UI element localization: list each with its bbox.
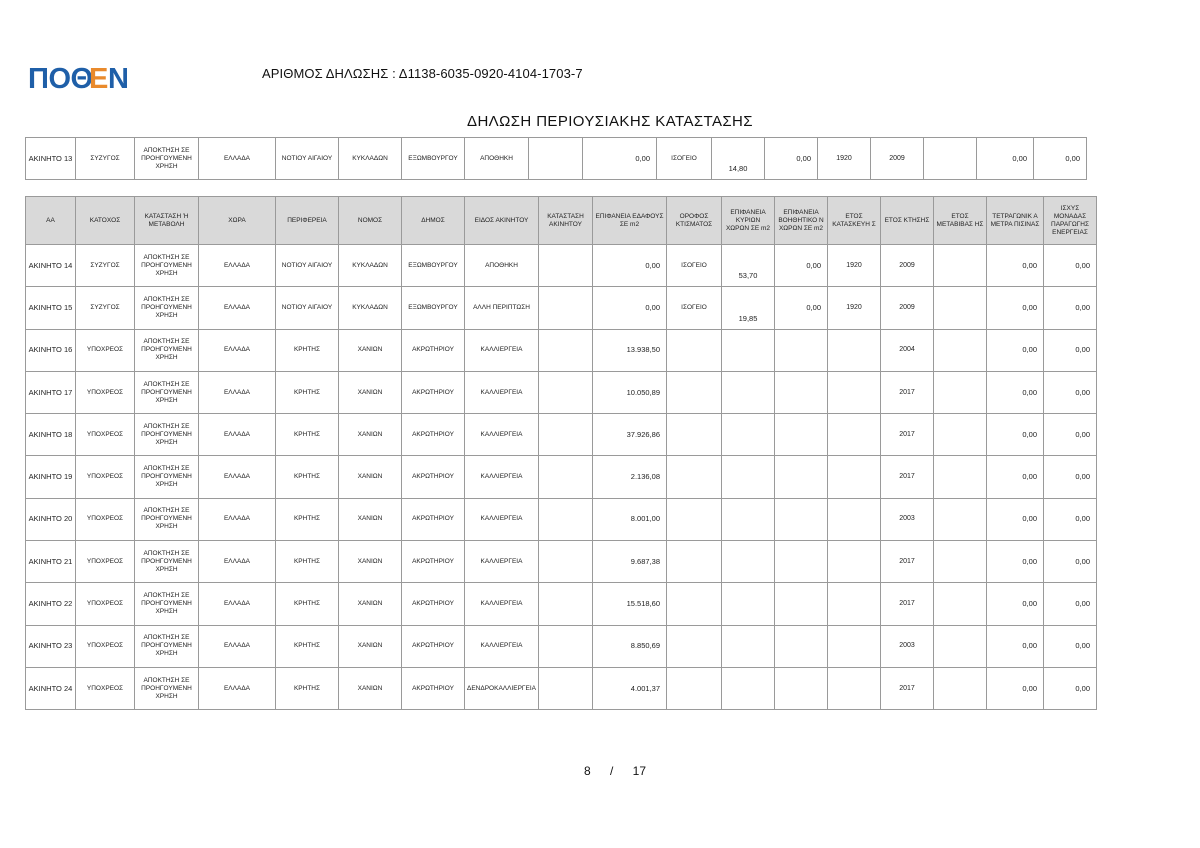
svg-text:Ν: Ν (108, 63, 129, 92)
column-header: ΚΑΤΑΣΤΑΣΗ ΑΚΙΝΗΤΟΥ (539, 197, 593, 245)
table-cell: 37.926,86 (593, 414, 667, 456)
table-cell: 8.850,69 (593, 625, 667, 667)
table-cell: ΑΚΙΝΗΤΟ 24 (26, 667, 76, 709)
table-cell (934, 245, 987, 287)
table-cell: 0,00 (987, 625, 1044, 667)
table-cell: ΑΚΙΝΗΤΟ 14 (26, 245, 76, 287)
table-cell (722, 625, 775, 667)
table-cell (934, 329, 987, 371)
table-cell (828, 498, 881, 540)
table-cell: ΔΕΝΔΡΟΚΑΛΛΙΕΡΓΕΙΑ (465, 667, 539, 709)
table-cell: ΑΛΛΗ ΠΕΡΙΠΤΩΣΗ (465, 287, 539, 329)
table-cell: ΥΠΟΧΡΕΟΣ (76, 625, 135, 667)
table-cell: ΕΛΛΑΔΑ (199, 414, 276, 456)
table-cell (934, 667, 987, 709)
table-cell: ΥΠΟΧΡΕΟΣ (76, 498, 135, 540)
table-cell: ΕΛΛΑΔΑ (199, 541, 276, 583)
table-cell (775, 414, 828, 456)
column-header: ΟΡΟΦΟΣ ΚΤΙΣΜΑΤΟΣ (667, 197, 722, 245)
table-cell: 0,00 (593, 287, 667, 329)
table-cell (722, 414, 775, 456)
table-cell: 2003 (881, 625, 934, 667)
table-cell: 2004 (881, 329, 934, 371)
table-cell: ΚΡΗΤΗΣ (276, 414, 339, 456)
table-cell (775, 583, 828, 625)
table-cell (934, 625, 987, 667)
table-cell: ΚΑΛΛΙΕΡΓΕΙΑ (465, 414, 539, 456)
table-cell: 0,00 (977, 138, 1034, 180)
column-header: ΧΩΡΑ (199, 197, 276, 245)
pagination (0, 764, 1200, 778)
table-cell: ΑΚΙΝΗΤΟ 17 (26, 371, 76, 413)
table-cell (828, 456, 881, 498)
table-cell: ΕΛΛΑΔΑ (199, 498, 276, 540)
property-table (25, 196, 1097, 710)
column-header: ΠΕΡΙΦΕΡΕΙΑ (276, 197, 339, 245)
table-cell (934, 456, 987, 498)
table-cell: ΑΠΟΚΤΗΣΗ ΣΕ ΠΡΟΗΓΟΥΜΕΝΗ ΧΡΗΣΗ (135, 541, 199, 583)
table-cell: 2017 (881, 371, 934, 413)
table-row (26, 625, 1097, 667)
table-cell (828, 541, 881, 583)
table-cell: 0,00 (987, 329, 1044, 371)
table-cell: ΕΛΛΑΔΑ (199, 625, 276, 667)
table-cell: 2017 (881, 583, 934, 625)
table-cell (934, 541, 987, 583)
table-cell: ΑΚΙΝΗΤΟ 23 (26, 625, 76, 667)
table-cell: ΑΚΡΩΤΗΡΙΟΥ (402, 625, 465, 667)
column-header: ΚΑΤΟΧΟΣ (76, 197, 135, 245)
property-table-continued (25, 137, 1087, 180)
table-cell: 0,00 (1044, 329, 1097, 371)
table-cell (667, 329, 722, 371)
table-cell: 9.687,38 (593, 541, 667, 583)
table-cell: 0,00 (1044, 371, 1097, 413)
table-cell (667, 414, 722, 456)
table-cell: ΑΠΟΚΤΗΣΗ ΣΕ ΠΡΟΗΓΟΥΜΕΝΗ ΧΡΗΣΗ (135, 414, 199, 456)
table-cell: ΕΛΛΑΔΑ (199, 138, 276, 180)
table-cell: 0,00 (775, 245, 828, 287)
table-cell: ΧΑΝΙΩΝ (339, 583, 402, 625)
table-cell: ΚΡΗΤΗΣ (276, 456, 339, 498)
table-cell (934, 414, 987, 456)
table-cell: ΚΑΛΛΙΕΡΓΕΙΑ (465, 541, 539, 583)
table-cell: 0,00 (1044, 498, 1097, 540)
table-cell (667, 625, 722, 667)
table-cell: 0,00 (1044, 625, 1097, 667)
table-cell (539, 583, 593, 625)
table-cell: ΑΠΟΚΤΗΣΗ ΣΕ ΠΡΟΗΓΟΥΜΕΝΗ ΧΡΗΣΗ (135, 371, 199, 413)
table-cell: ΙΣΟΓΕΙΟ (657, 138, 712, 180)
column-header: ΙΣΧΥΣ ΜΟΝΑΔΑΣ ΠΑΡΑΓΩΓΗΣ ΕΝΕΡΓΕΙΑΣ (1044, 197, 1097, 245)
table-cell: ΥΠΟΧΡΕΟΣ (76, 667, 135, 709)
table-cell (539, 245, 593, 287)
table-cell: ΑΚΙΝΗΤΟ 16 (26, 329, 76, 371)
table-cell: 0,00 (1044, 414, 1097, 456)
table-cell: ΑΠΟΚΤΗΣΗ ΣΕ ΠΡΟΗΓΟΥΜΕΝΗ ΧΡΗΣΗ (135, 498, 199, 540)
table-cell: ΚΡΗΤΗΣ (276, 371, 339, 413)
table-cell: 2003 (881, 498, 934, 540)
table-row (26, 287, 1097, 329)
table-cell: ΑΚΙΝΗΤΟ 15 (26, 287, 76, 329)
table-cell: ΧΑΝΙΩΝ (339, 329, 402, 371)
table-cell (539, 498, 593, 540)
table-cell (828, 583, 881, 625)
table-row (26, 498, 1097, 540)
table-cell (775, 667, 828, 709)
table-cell: ΧΑΝΙΩΝ (339, 371, 402, 413)
table-cell: ΧΑΝΙΩΝ (339, 541, 402, 583)
table-cell (775, 456, 828, 498)
table-cell: ΑΚΙΝΗΤΟ 13 (26, 138, 76, 180)
table-cell (667, 541, 722, 583)
table-cell: ΚΑΛΛΙΕΡΓΕΙΑ (465, 456, 539, 498)
table-cell: ΑΚΙΝΗΤΟ 18 (26, 414, 76, 456)
page-title: ΔΗΛΩΣΗ ΠΕΡΙΟΥΣΙΑΚΗΣ ΚΑΤΑΣΤΑΣΗΣ (467, 113, 753, 130)
table-header-row (26, 197, 1097, 245)
table-cell: ΑΚΙΝΗΤΟ 20 (26, 498, 76, 540)
column-header: ΕΠΙΦΑΝΕΙΑ ΕΔΑΦΟΥΣ ΣΕ m2 (593, 197, 667, 245)
table-cell: ΚΑΛΛΙΕΡΓΕΙΑ (465, 498, 539, 540)
table-cell: ΚΡΗΤΗΣ (276, 625, 339, 667)
table-cell: 0,00 (583, 138, 657, 180)
table-cell (539, 456, 593, 498)
table-row (26, 456, 1097, 498)
table-cell (934, 583, 987, 625)
table-cell: ΚΡΗΤΗΣ (276, 541, 339, 583)
table-cell: 0,00 (1044, 245, 1097, 287)
table-cell: 1920 (828, 287, 881, 329)
table-cell: ΥΠΟΧΡΕΟΣ (76, 583, 135, 625)
table-cell: ΣΥΖΥΓΟΣ (76, 287, 135, 329)
table-cell: 1920 (818, 138, 871, 180)
table-cell: ΝΟΤΙΟΥ ΑΙΓΑΙΟΥ (276, 287, 339, 329)
page-separator: / (609, 764, 614, 778)
table-cell: 53,70 (722, 245, 775, 287)
table-cell: ΑΚΡΩΤΗΡΙΟΥ (402, 498, 465, 540)
column-header: ΤΕΤΡΑΓΩΝΙΚ Α ΜΕΤΡΑ ΠΙΣΙΝΑΣ (987, 197, 1044, 245)
table-cell: 0,00 (987, 541, 1044, 583)
table-row (26, 138, 1087, 180)
table-cell (934, 287, 987, 329)
table-cell: ΥΠΟΧΡΕΟΣ (76, 329, 135, 371)
declaration-number: ΑΡΙΘΜΟΣ ΔΗΛΩΣΗΣ : Δ1138-6035-0920-4104-1703-7 (262, 66, 583, 81)
table-cell (775, 371, 828, 413)
table-cell: ΑΠΟΚΤΗΣΗ ΣΕ ΠΡΟΗΓΟΥΜΕΝΗ ΧΡΗΣΗ (135, 667, 199, 709)
table-cell: ΕΛΛΑΔΑ (199, 583, 276, 625)
table-cell: ΑΠΟΚΤΗΣΗ ΣΕ ΠΡΟΗΓΟΥΜΕΝΗ ΧΡΗΣΗ (135, 245, 199, 287)
total-pages: 17 (632, 764, 647, 778)
table-cell (775, 625, 828, 667)
column-header: ΕΠΙΦΑΝΕΙΑ ΒΟΗΘΗΤΙΚΟ Ν ΧΩΡΩΝ ΣΕ m2 (775, 197, 828, 245)
table-cell: ΚΡΗΤΗΣ (276, 583, 339, 625)
table-cell: ΚΡΗΤΗΣ (276, 498, 339, 540)
table-cell: 13.938,50 (593, 329, 667, 371)
table-cell (828, 667, 881, 709)
table-cell (667, 371, 722, 413)
table-cell (828, 329, 881, 371)
table-cell: 15.518,60 (593, 583, 667, 625)
table-cell: 1920 (828, 245, 881, 287)
table-cell (934, 371, 987, 413)
table-row (26, 245, 1097, 287)
svg-text:ΠΟΘ: ΠΟΘ (28, 63, 93, 92)
table-cell: ΑΠΟΚΤΗΣΗ ΣΕ ΠΡΟΗΓΟΥΜΕΝΗ ΧΡΗΣΗ (135, 287, 199, 329)
table-cell: ΥΠΟΧΡΕΟΣ (76, 371, 135, 413)
table-cell: ΥΠΟΧΡΕΟΣ (76, 541, 135, 583)
column-header: ΚΑΤΑΣΤΑΣΗ Ή ΜΕΤΑΒΟΛΗ (135, 197, 199, 245)
table-cell: ΚΥΚΛΑΔΩΝ (339, 138, 402, 180)
table-cell: 0,00 (1044, 287, 1097, 329)
table-cell: ΑΚΡΩΤΗΡΙΟΥ (402, 667, 465, 709)
table-cell: ΕΞΩΜΒΟΥΡΓΟΥ (402, 287, 465, 329)
table-cell: 0,00 (1044, 583, 1097, 625)
table-cell: ΑΠΟΚΤΗΣΗ ΣΕ ΠΡΟΗΓΟΥΜΕΝΗ ΧΡΗΣΗ (135, 329, 199, 371)
table-cell: 2009 (881, 287, 934, 329)
table-cell: ΑΠΟΚΤΗΣΗ ΣΕ ΠΡΟΗΓΟΥΜΕΝΗ ΧΡΗΣΗ (135, 583, 199, 625)
table-cell (529, 138, 583, 180)
table-cell: ΑΚΡΩΤΗΡΙΟΥ (402, 371, 465, 413)
table-cell: 0,00 (987, 287, 1044, 329)
table-cell: 0,00 (987, 371, 1044, 413)
svg-text:Ε: Ε (89, 63, 109, 92)
table-row (26, 329, 1097, 371)
column-header: ΑΑ (26, 197, 76, 245)
table-cell: 0,00 (1044, 667, 1097, 709)
table-cell: 2017 (881, 456, 934, 498)
table-cell: ΕΛΛΑΔΑ (199, 287, 276, 329)
table-row (26, 414, 1097, 456)
column-header: ΕΠΙΦΑΝΕΙΑ ΚΥΡΙΩΝ ΧΩΡΩΝ ΣΕ m2 (722, 197, 775, 245)
column-header: ΕΙΔΟΣ ΑΚΙΝΗΤΟΥ (465, 197, 539, 245)
table-cell: ΕΛΛΑΔΑ (199, 245, 276, 287)
table-cell: 0,00 (987, 414, 1044, 456)
table-cell: ΑΚΙΝΗΤΟ 19 (26, 456, 76, 498)
table-cell (667, 498, 722, 540)
table-cell: 0,00 (987, 245, 1044, 287)
table-cell (539, 287, 593, 329)
table-cell (775, 498, 828, 540)
table-cell: ΑΠΟΘΗΚΗ (465, 245, 539, 287)
current-page: 8 (583, 764, 591, 778)
table-row (26, 583, 1097, 625)
table-cell (539, 541, 593, 583)
table-cell: 14,80 (712, 138, 765, 180)
table-cell (722, 329, 775, 371)
table-cell (828, 414, 881, 456)
table-cell: 19,85 (722, 287, 775, 329)
table-cell (934, 498, 987, 540)
table-cell: ΕΞΩΜΒΟΥΡΓΟΥ (402, 138, 465, 180)
table-cell: ΙΣΟΓΕΙΟ (667, 245, 722, 287)
table-cell (539, 329, 593, 371)
table-cell: 0,00 (775, 287, 828, 329)
table-cell: ΚΑΛΛΙΕΡΓΕΙΑ (465, 329, 539, 371)
table-cell: ΧΑΝΙΩΝ (339, 667, 402, 709)
table-cell: 0,00 (1044, 541, 1097, 583)
table-cell: 4.001,37 (593, 667, 667, 709)
table-cell: ΕΛΛΑΔΑ (199, 329, 276, 371)
table-cell: ΕΞΩΜΒΟΥΡΓΟΥ (402, 245, 465, 287)
table-cell (539, 667, 593, 709)
table-cell: 0,00 (1034, 138, 1087, 180)
table-cell: ΣΥΖΥΓΟΣ (76, 138, 135, 180)
table-cell: 0,00 (1044, 456, 1097, 498)
table-cell: ΑΠΟΘΗΚΗ (465, 138, 529, 180)
table-cell: 0,00 (987, 583, 1044, 625)
table-cell: ΑΚΡΩΤΗΡΙΟΥ (402, 541, 465, 583)
table-cell: ΧΑΝΙΩΝ (339, 498, 402, 540)
table-cell (667, 583, 722, 625)
table-cell: ΚΑΛΛΙΕΡΓΕΙΑ (465, 625, 539, 667)
table-cell: 2009 (871, 138, 924, 180)
table-cell (775, 541, 828, 583)
table-cell: 0,00 (765, 138, 818, 180)
table-cell: ΚΡΗΤΗΣ (276, 329, 339, 371)
table-cell (775, 329, 828, 371)
table-cell: ΧΑΝΙΩΝ (339, 456, 402, 498)
table-cell: ΕΛΛΑΔΑ (199, 456, 276, 498)
table-cell: ΚΑΛΛΙΕΡΓΕΙΑ (465, 371, 539, 413)
table-cell (539, 414, 593, 456)
table-cell: ΧΑΝΙΩΝ (339, 414, 402, 456)
column-header: ΕΤΟΣ ΜΕΤΑΒΙΒΑΣ ΗΣ (934, 197, 987, 245)
table-cell: 8.001,00 (593, 498, 667, 540)
table-row (26, 667, 1097, 709)
table-cell (539, 625, 593, 667)
table-cell: 0,00 (987, 667, 1044, 709)
table-cell (828, 625, 881, 667)
table-cell (667, 456, 722, 498)
table-cell (667, 667, 722, 709)
table-cell: ΕΛΛΑΔΑ (199, 371, 276, 413)
table-cell: ΚΡΗΤΗΣ (276, 667, 339, 709)
table-row (26, 371, 1097, 413)
table-cell: 0,00 (987, 456, 1044, 498)
table-cell: 2009 (881, 245, 934, 287)
table-cell: ΝΟΤΙΟΥ ΑΙΓΑΙΟΥ (276, 245, 339, 287)
table-cell: ΑΚΡΩΤΗΡΙΟΥ (402, 414, 465, 456)
table-cell (539, 371, 593, 413)
table-cell: ΝΟΤΙΟΥ ΑΙΓΑΙΟΥ (276, 138, 339, 180)
table-cell (722, 667, 775, 709)
table-cell (722, 541, 775, 583)
table-cell (722, 456, 775, 498)
table-cell: ΑΚΡΩΤΗΡΙΟΥ (402, 583, 465, 625)
table-cell (722, 371, 775, 413)
column-header: ΔΗΜΟΣ (402, 197, 465, 245)
table-cell: ΑΚΡΩΤΗΡΙΟΥ (402, 456, 465, 498)
table-cell: 2017 (881, 667, 934, 709)
table-cell: ΚΥΚΛΑΔΩΝ (339, 287, 402, 329)
table-cell: 0,00 (987, 498, 1044, 540)
table-cell: ΑΚΙΝΗΤΟ 21 (26, 541, 76, 583)
table-cell: ΑΚΙΝΗΤΟ 22 (26, 583, 76, 625)
table-cell: 10.050,89 (593, 371, 667, 413)
table-cell (722, 498, 775, 540)
table-cell (722, 583, 775, 625)
column-header: ΕΤΟΣ ΚΤΗΣΗΣ (881, 197, 934, 245)
column-header: ΝΟΜΟΣ (339, 197, 402, 245)
table-cell: ΑΠΟΚΤΗΣΗ ΣΕ ΠΡΟΗΓΟΥΜΕΝΗ ΧΡΗΣΗ (135, 625, 199, 667)
table-cell: ΑΠΟΚΤΗΣΗ ΣΕ ΠΡΟΗΓΟΥΜΕΝΗ ΧΡΗΣΗ (135, 456, 199, 498)
table-cell: ΣΥΖΥΓΟΣ (76, 245, 135, 287)
table-cell: ΑΠΟΚΤΗΣΗ ΣΕ ΠΡΟΗΓΟΥΜΕΝΗ ΧΡΗΣΗ (135, 138, 199, 180)
column-header: ΕΤΟΣ ΚΑΤΑΣΚΕΥΗ Σ (828, 197, 881, 245)
table-cell: ΑΚΡΩΤΗΡΙΟΥ (402, 329, 465, 371)
table-cell: ΚΑΛΛΙΕΡΓΕΙΑ (465, 583, 539, 625)
table-cell: 2017 (881, 541, 934, 583)
table-cell: ΚΥΚΛΑΔΩΝ (339, 245, 402, 287)
table-cell: ΕΛΛΑΔΑ (199, 667, 276, 709)
table-row (26, 541, 1097, 583)
table-cell: ΙΣΟΓΕΙΟ (667, 287, 722, 329)
table-cell (924, 138, 977, 180)
table-cell: 2.136,08 (593, 456, 667, 498)
table-cell: ΧΑΝΙΩΝ (339, 625, 402, 667)
table-cell: 2017 (881, 414, 934, 456)
potheN-logo (28, 62, 132, 92)
table-cell: 0,00 (593, 245, 667, 287)
table-cell: ΥΠΟΧΡΕΟΣ (76, 456, 135, 498)
table-cell (828, 371, 881, 413)
table-cell: ΥΠΟΧΡΕΟΣ (76, 414, 135, 456)
